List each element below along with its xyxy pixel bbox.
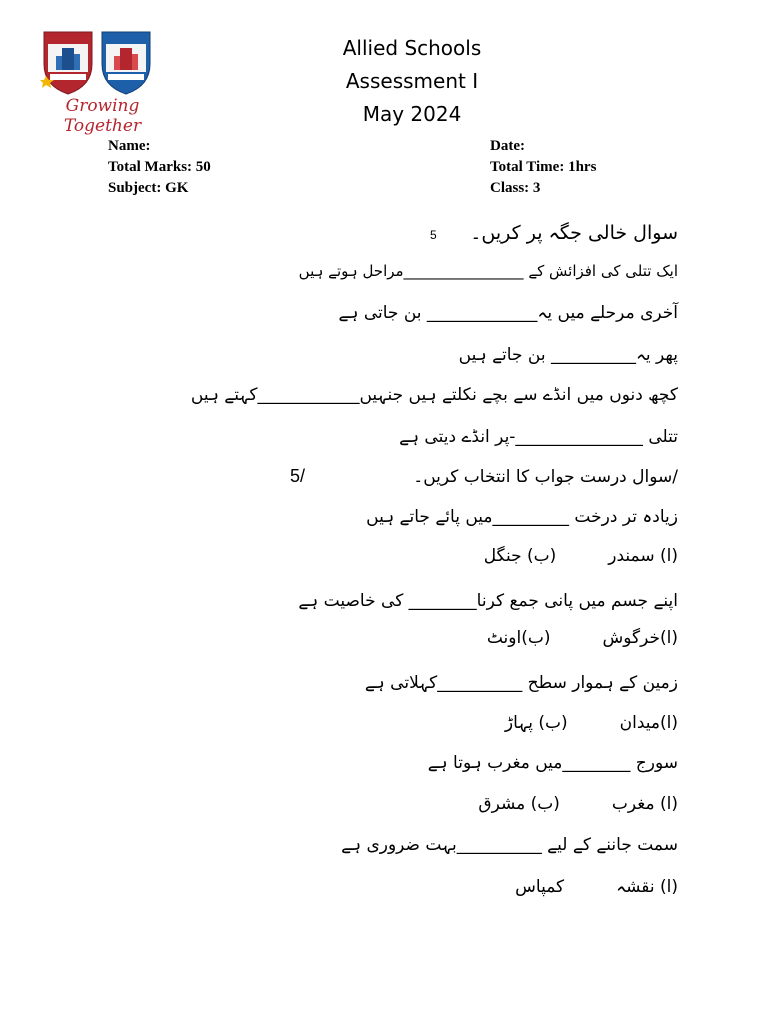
mcq-option-b: (ب) مشرق: [478, 794, 560, 814]
mcq-question-4: سورج ________میں مغرب ہوتا ہے: [427, 753, 678, 773]
logo-caption: Growing Together: [63, 96, 142, 136]
fill-blank-question-5: تتلی _______________-پر انڈے دیتی ہے: [399, 427, 678, 447]
mcq-options-4: [478, 794, 678, 814]
mcq-options-5: [515, 876, 678, 897]
fill-blank-question-3: پھر یہ__________ بن جاتے ہیں: [458, 345, 678, 365]
mcq-option-b: (ب) پہاڑ: [504, 713, 568, 733]
total-marks: Total Marks: 50: [108, 159, 211, 175]
school-logo: [40, 30, 160, 136]
fill-blank-question-4: کچھ دنوں میں انڈے سے بچے نکلتے ہیں جنہیں____________کہتے ہیں: [190, 385, 678, 405]
mcq-option-a: (ا) سمندر: [608, 546, 678, 566]
section1-heading: سوال خالی جگہ پر کریں۔: [470, 222, 678, 244]
mcq-option-a: (ا)خرگوش: [602, 628, 678, 648]
mcq-question-5: سمت جاننے کے لیے __________بہت ضروری ہے: [341, 835, 678, 855]
total-time: Total Time: 1hrs: [490, 159, 597, 175]
assessment-date: May 2024: [362, 102, 462, 126]
assessment-title: Assessment I: [345, 69, 479, 93]
mcq-options-2: [487, 628, 678, 648]
mcq-question-2: اپنے جسم میں پانی جمع کرنا________ کی خاصیت ہے: [298, 591, 678, 611]
info-right: [490, 136, 596, 199]
mcq-option-a: (ا) مغرب: [611, 794, 678, 814]
school-crest-icon: [40, 30, 160, 100]
school-name: Allied Schools: [342, 36, 482, 60]
mcq-question-3: زمین کے ہموار سطح __________کہلاتی ہے: [364, 673, 678, 693]
mcq-options-1: [484, 546, 678, 566]
mcq-option-b: (ب)اونٹ: [486, 628, 551, 648]
title-block: [250, 32, 574, 131]
section1-marks: 5: [430, 228, 437, 242]
mcq-question-1: زیادہ تر درخت _________میں پائے جاتے ہیں: [366, 507, 678, 527]
subject: Subject: GK: [108, 180, 189, 196]
mcq-option-b: (ب) جنگل: [483, 546, 557, 566]
info-left: [108, 136, 211, 199]
mcq-option-a: (ا) نقشہ: [616, 877, 678, 897]
fill-blank-question-2: آخری مرحلے میں یہ_____________ بن جاتی ہے: [338, 303, 678, 323]
fill-blank-question-1: ایک تتلی کی افزائش کے ________________مراحل ہوتے ہیں: [298, 262, 678, 280]
section2-heading: /سوال درست جواب کا انتخاب کریں۔: [413, 467, 678, 487]
class-label: Class: 3: [490, 180, 541, 196]
mcq-option-a: (ا)میدان: [619, 713, 678, 733]
mcq-option-b: کمپاس: [515, 877, 565, 897]
section2-marks: 5/: [290, 466, 306, 486]
mcq-options-3: [505, 712, 678, 733]
date-label: Date:: [490, 138, 525, 154]
name-label: Name:: [108, 138, 151, 154]
